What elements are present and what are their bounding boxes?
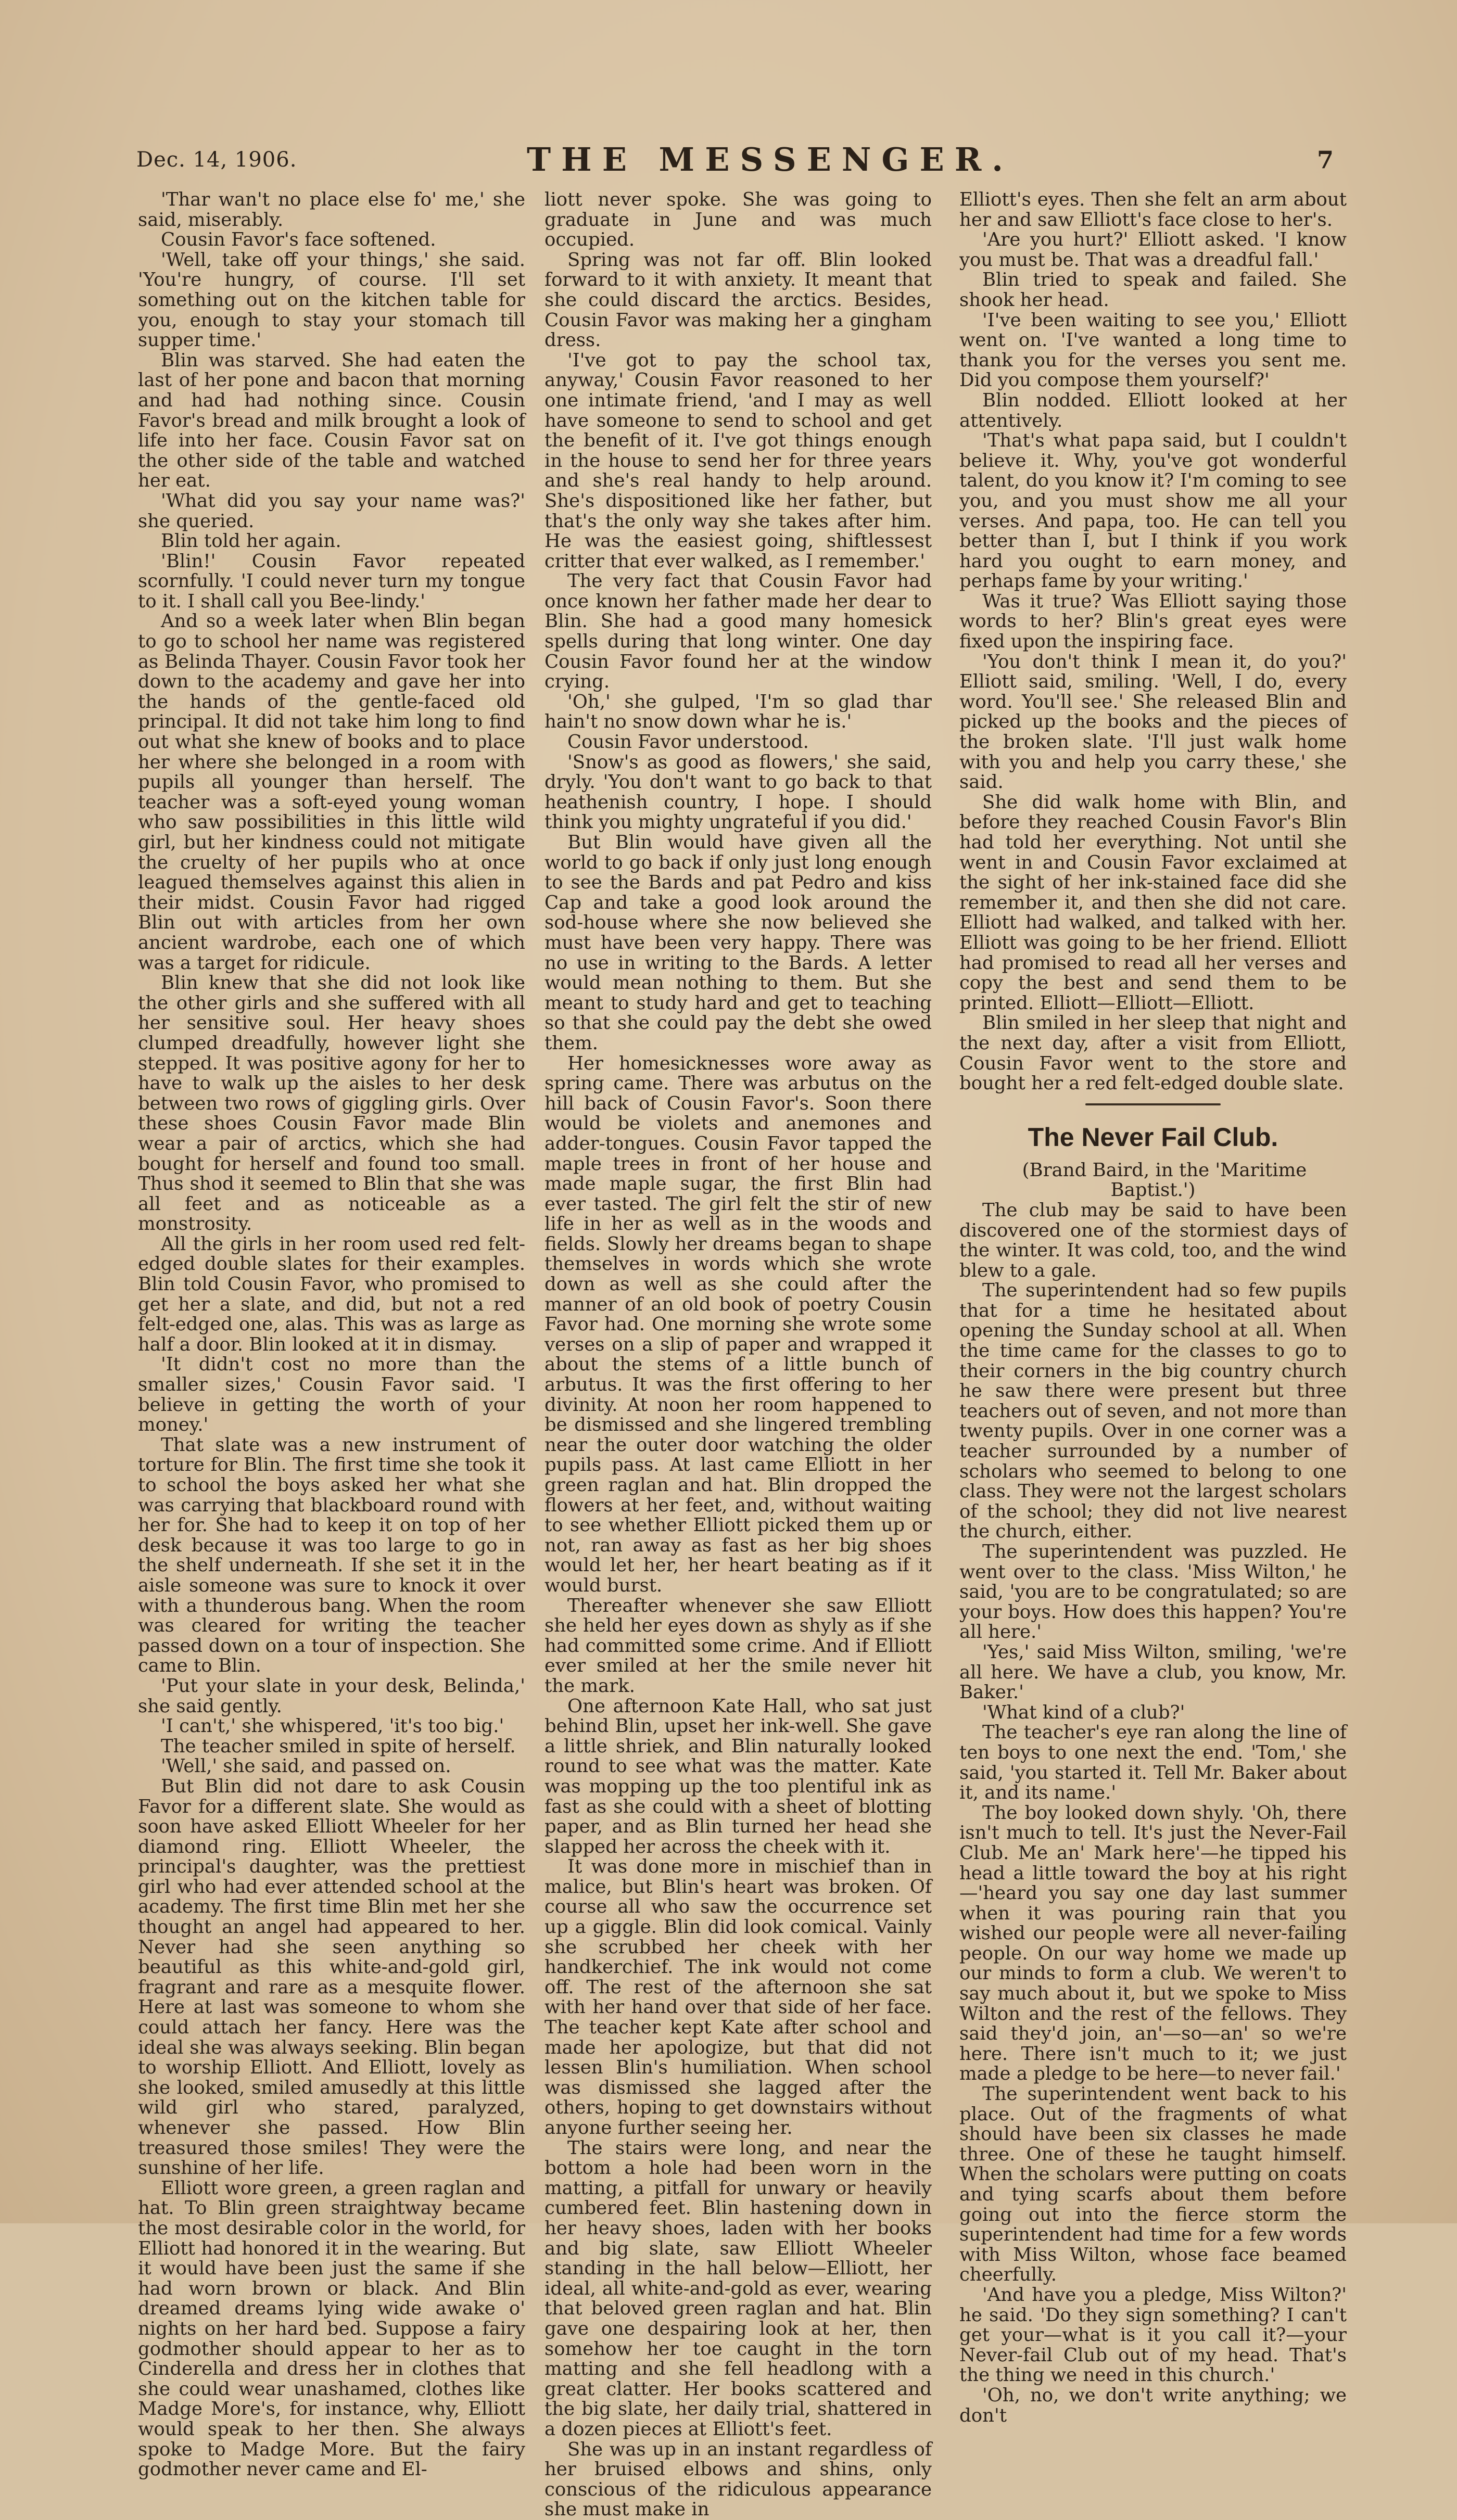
column-3	[959, 190, 1347, 2426]
paragraph: Blin was starved. She had eaten the last of her pone and bacon that morning and had had nothing since. Cousin Favor's bread and milk brought a look of life into her face. Cousin Favor sat on the other side of the table and watched her eat.	[138, 349, 525, 492]
paragraph: The teacher smiled in spite of herself.	[161, 1735, 516, 1757]
paragraph: 'Well, take off your things,' she said. 'You're hungry, of course. I'll set something out on the kitchen table for you, enough to stay your stomach till supper time.'	[138, 249, 525, 351]
paragraph: One afternoon Kate Hall, who sat just behind Blin, upset her ink-well. She gave a little shriek, and Blin naturally looked round to see what was the matter. Kate was mopping up the too plentiful ink as fast as she could with a sheet of blotting paper, and as Blin turned her head she slapped her across the cheek with it.	[544, 1695, 932, 1857]
paragraph: And so a week later when Blin began to go to school her name was registered as Belinda Thayer. Cousin Favor took her down to the academy and gave her into the hands of the gentle-faced old principal. It did not take him long to find out what she knew of books and to place her where she belonged in a room with pupils all younger than herself. The teacher was a soft-eyed young woman who saw possibilities in this little wild girl, but her kindness could not mitigate the cruelty of her pupils who at once leagued themselves against this alien in their midst. Cousin Favor had rigged Blin out with articles from her own ancient wardrobe, each one of which was a target for ridicule.	[138, 610, 525, 974]
paragraph: Blin nodded. Elliott looked at her attentively.	[959, 389, 1347, 431]
paragraph: The superintendent went back to his place. Out of the fragments of what should have been six classes he made three. One of these he taught himself. When the scholars were putting on coats and tying scarfs about them before going out into the fierce storm the superintendent had time for a few words with Miss Wilton, whose face beamed cheerfully.	[959, 2083, 1347, 2286]
paragraph: The very fact that Cousin Favor had once known her father made her dear to Blin. She had a good many homesick spells during that long winter. One day Cousin Favor found her at the window crying.	[544, 570, 932, 693]
paragraph: Cousin Favor's face softened.	[161, 229, 436, 251]
column-1	[138, 190, 525, 2480]
paragraph: The teacher's eye ran along the line of ten boys to one next the end. 'Tom,' she said, 'you started it. Tell Mr. Baker about it, and its name.'	[959, 1722, 1347, 1804]
issue-date: Dec. 14, 1906.	[136, 148, 297, 172]
paragraph: Blin knew that she did not look like the other girls and she suffered with all her sensitive soul. Her heavy shoes clumped dreadfully, however light she stepped. It was positive agony for her to have to walk up the aisles to her desk between two rows of giggling girls. Over these shoes Cousin Favor made Blin wear a pair of arctics, which she had bought for herself and found too small. Thus shod it seemed to Blin that she was all feet and as noticeable as a monstrosity.	[138, 972, 525, 1235]
paragraph: Thereafter whenever she saw Elliott she held her eyes down as shyly as if she had committed some crime. And if Elliott ever smiled at her the smile never hit the mark.	[544, 1595, 932, 1697]
paragraph: liott never spoke. She was going to graduate in June and was much occupied.	[544, 189, 932, 251]
paragraph: Was it true? Was Elliott saying those words to her? Blin's great eyes were fixed upon the inspiring face.	[959, 590, 1347, 653]
paragraph: But Blin did not dare to ask Cousin Favor for a different slate. She would as soon have asked Elliott Wheeler for her diamond ring. Elliott Wheeler, the principal's daughter, was the prettiest girl who had ever attended school at the academy. The first time Blin met her she thought an angel had appeared to her. Never had she seen anything so beautiful as this white-and-gold girl, fragrant and rare as a mesquite flower. Here at last was someone to whom she could attach her fancy. Here was the ideal she was always seeking. Blin began to worship Elliott. And Elliott, lovely as she looked, smiled amusedly at this little wild girl who stared, paralyzed, whenever she passed. How Blin treasured those smiles! They were the sunshine of her life.	[138, 1775, 525, 2179]
page-number: 7	[1316, 146, 1334, 174]
paragraph: 'Oh,' she gulped, 'I'm so glad thar hain't no snow down whar he is.'	[544, 691, 932, 733]
paragraph: She did walk home with Blin, and before they reached Cousin Favor's Blin had told her everything. Not until she went in and Cousin Favor exclaimed at the sight of her ink-stained face did she remember it, and then she did not care. Elliott had walked, and talked with her. Elliott was going to be her friend. Elliott had promised to read all her verses and copy the best and send them to be printed. Elliott—Elliott—Elliott.	[959, 791, 1347, 1014]
paragraph: Blin smiled in her sleep that night and the next day, after a visit from Elliott, Cousin Favor went to the store and bought her a red felt-edged double slate.	[959, 1012, 1347, 1094]
paragraph: 'I've got to pay the school tax, anyway,' Cousin Favor reasoned to her one intimate friend, 'and I may as well have someone to send to school and get the benefit of it. I've got things enough in the house to send her for three years and she's real handy to help around. She's dispositioned like her father, but that's the only way she takes after him. He was the easiest going, shiftlessest critter that ever walked, as I remember.'	[544, 349, 932, 572]
paragraph: Blin told her again.	[161, 530, 341, 552]
paragraph: 'That's what papa said, but I couldn't believe it. Why, you've got wonderful talent, do you know it? I'm coming to see you, and you must show me all your verses. And papa, too. He can tell you better than I, but I think if you work hard you ought to earn money, and perhaps fame by your writing.'	[959, 430, 1347, 592]
paragraph: The club may be said to have been discovered one of the stormiest days of the winter. It was cold, too, and the wind blew to a gale.	[959, 1199, 1347, 1281]
paragraph: She was up in an instant regardless of her bruised elbows and shins, only conscious of the ridiculous appearance she must make in	[544, 2438, 932, 2520]
paragraph: That slate was a new instrument of torture for Blin. The first time she took it to school the boys asked her what she was carrying that blackboard round with her for. She had to keep it on top of her desk because it was too large to go in the shelf underneath. If she set it in the aisle someone was sure to knock it over with a thunderous bang. When the room was cleared for writing the teacher passed down on a tour of inspection. She came to Blin.	[138, 1434, 525, 1677]
paragraph: 'Blin!' Cousin Favor repeated scornfully. 'I could never turn my tongue to it. I shall call you Bee-lindy.'	[138, 550, 525, 612]
paragraph: The stairs were long, and near the bottom a hole had been worn in the matting, a pitfall for unwary or heavily cumbered feet. Blin hastening down in her heavy shoes, laden with her books and big slate, saw Elliott Wheeler standing in the hall below—Elliott, her ideal, all white-and-gold as ever, wearing that beloved green raglan and hat. Blin gave one despairing look at her, then somehow her toe caught in the torn matting and she fell headlong with a great clatter. Her books scattered and the big slate, her daily trial, shattered in a dozen pieces at Elliott's feet.	[544, 2137, 932, 2440]
paragraph: 'You don't think I mean it, do you?' Elliott said, smiling. 'Well, I do, every word. You'll see.' She released Blin and picked up the books and the pieces of the broken slate. 'I'll just walk home with you and help you carry these,' she said.	[959, 651, 1347, 793]
paragraph: 'Put your slate in your desk, Belinda,' she said gently.	[138, 1675, 525, 1717]
paragraph: 'And have you a pledge, Miss Wilton?' he said. 'Do they sign something? I can't get your—what is it you call it?—your Never-fail Club out of my head. That's the thing we need in this church.'	[959, 2284, 1347, 2386]
paragraph: 'Yes,' said Miss Wilton, smiling, 'we're all here. We have a club, you know, Mr. Baker.'	[959, 1641, 1347, 1703]
paragraph: 'It didn't cost no more than the smaller sizes,' Cousin Favor said. 'I believe in getting the worth of your money.'	[138, 1354, 525, 1436]
paragraph: Cousin Favor understood.	[567, 731, 809, 753]
paragraph: 'Well,' she said, and passed on.	[161, 1755, 451, 1777]
paragraph: 'What kind of a club?'	[982, 1701, 1185, 1723]
paragraph: 'Oh, no, we don't write anything; we don't	[959, 2384, 1347, 2426]
paragraph: 'Are you hurt?' Elliott asked. 'I know you must be. That was a dreadful fall.'	[959, 229, 1347, 271]
section-divider	[1085, 1103, 1221, 1105]
paragraph: But Blin would have given all the world to go back if only just long enough to see the Bards and pat Pedro and kiss Cap and take a good look around the sod-house where she now believed she must have been very happy. There was no use in writing to the Bards. A letter would mean nothing to them. But she meant to study hard and get to teaching so that she could pay the debt she owed them.	[544, 832, 932, 1054]
paragraph: The superintendent had so few pupils that for a time he hesitated about opening the Sunday school at all. When the time came for the classes to go to their corners in the big country church he saw there were present but three teachers out of seven, and not more than twenty pupils. Over in one corner was a teacher surrounded by a number of scholars who seemed to belong to one class. They were not the largest scholars of the school; they did not live nearest the church, either.	[959, 1280, 1347, 1543]
paragraph: The superintendent was puzzled. He went over to the class. 'Miss Wilton,' he said, 'you are to be congratulated; so are your boys. How does this happen? You're all here.'	[959, 1541, 1347, 1643]
paragraph: 'Thar wan't no place else fo' me,' she said, miserably.	[138, 189, 525, 231]
article-headline: The Never Fail Club.	[1028, 1122, 1278, 1152]
paragraph: 'I've been waiting to see you,' Elliott went on. 'I've wanted a long time to thank you for the verses you sent me. Did you compose them yourself?'	[959, 309, 1347, 391]
paragraph: 'I can't,' she whispered, 'it's too big.'	[161, 1715, 504, 1737]
paragraph: Blin tried to speak and failed. She shook her head.	[959, 269, 1347, 311]
article-body	[959, 1201, 1347, 2426]
paragraph: 'Snow's as good as flowers,' she said, dryly. 'You don't want to go back to that heathenish country, I hope. I should think you mighty ungrateful if you did.'	[544, 751, 932, 833]
paragraph: All the girls in her room used red felt-edged double slates for their examples. Blin told Cousin Favor, who promised to get her a slate, and did, but not a red felt-edged one, alas. This was as large as half a door. Blin looked at it in dismay.	[138, 1233, 525, 1355]
masthead	[136, 141, 1334, 187]
paragraph: Her homesicknesses wore away as spring came. There was arbutus on the hill back of Cousin Favor's. Soon there would be violets and anemones and adder-tongues. Cousin Favor tapped the maple trees in front of her house and made maple sugar, the first Blin had ever tasted. The girl felt the stir of new life in her as well as in the woods and fields. Slowly her dreams began to shape themselves in words which she wrote down as well as she could after the manner of an old book of poetry Cousin Favor had. One morning she wrote some verses on a slip of paper and wrapped it about the stems of a little bunch of arbutus. It was the first offering to her divinity. At noon her room happened to be dismissed and she lingered trembling near the outer door watching the older pupils pass. At last came Elliott in her green raglan and hat. Blin dropped the flowers at her feet, and, without waiting to see whether Elliott picked them up or not, ran away as fast as her big shoes would let her, her heart beating as if it would burst.	[544, 1052, 932, 1596]
paragraph: 'What did you say your name was?' she queried.	[138, 490, 525, 532]
newspaper-title: THE MESSENGER.	[527, 141, 1013, 179]
paragraph: It was done more in mischief than in malice, but Blin's heart was broken. Of course all who saw the occurrence set up a giggle. Blin did look comical. Vainly she scrubbed her cheek with her handkerchief. The ink would not come off. The rest of the afternoon she sat with her hand over that side of her face. The teacher kept Kate after school and made her apologize, but that did not lessen Blin's humiliation. When school was dismissed she lagged after the others, hoping to get downstairs without anyone further seeing her.	[544, 1856, 932, 2139]
story-continuation	[959, 190, 1347, 1094]
paragraph: Elliott wore green, a green raglan and hat. To Blin green straightway became the most desirable color in the world, for Elliott had honored it in the wearing. But it would have been just the same if she had worn brown or black. And Blin dreamed dreams lying wide awake o' nights on her hard bed. Suppose a fairy godmother should appear to her as to Cinderella and dress her in clothes that she could wear unashamed, clothes like Madge More's, for instance, why, Elliott would speak to her then. She always spoke to Madge More. But the fairy godmother never came and El-	[138, 2177, 525, 2480]
article-byline: (Brand Baird, in the 'Maritime Baptist.')	[1022, 1159, 1307, 1201]
paragraph: The boy looked down shyly. 'Oh, there isn't much to tell. It's just the Never-Fail Club. Me an' Mark here'—he tipped his head a little toward the boy at his right—'heard you say one day last summer when it was pouring rain that you wished our people were all never-failing people. On our way home we made up our minds to form a club. We weren't to say much about it, but we spoke to Miss Wilton and the rest of the fellows. They said they'd join, an'—so—an' so we're here. There isn't much to it; we just made a pledge to be here—to never fail.'	[959, 1802, 1347, 2085]
column-2	[544, 190, 932, 2520]
paragraph: Elliott's eyes. Then she felt an arm about her and saw Elliott's face close to her's.	[959, 189, 1347, 231]
paragraph: Spring was not far off. Blin looked forward to it with anxiety. It meant that she could discard the arctics. Besides, Cousin Favor was making her a gingham dress.	[544, 249, 932, 351]
